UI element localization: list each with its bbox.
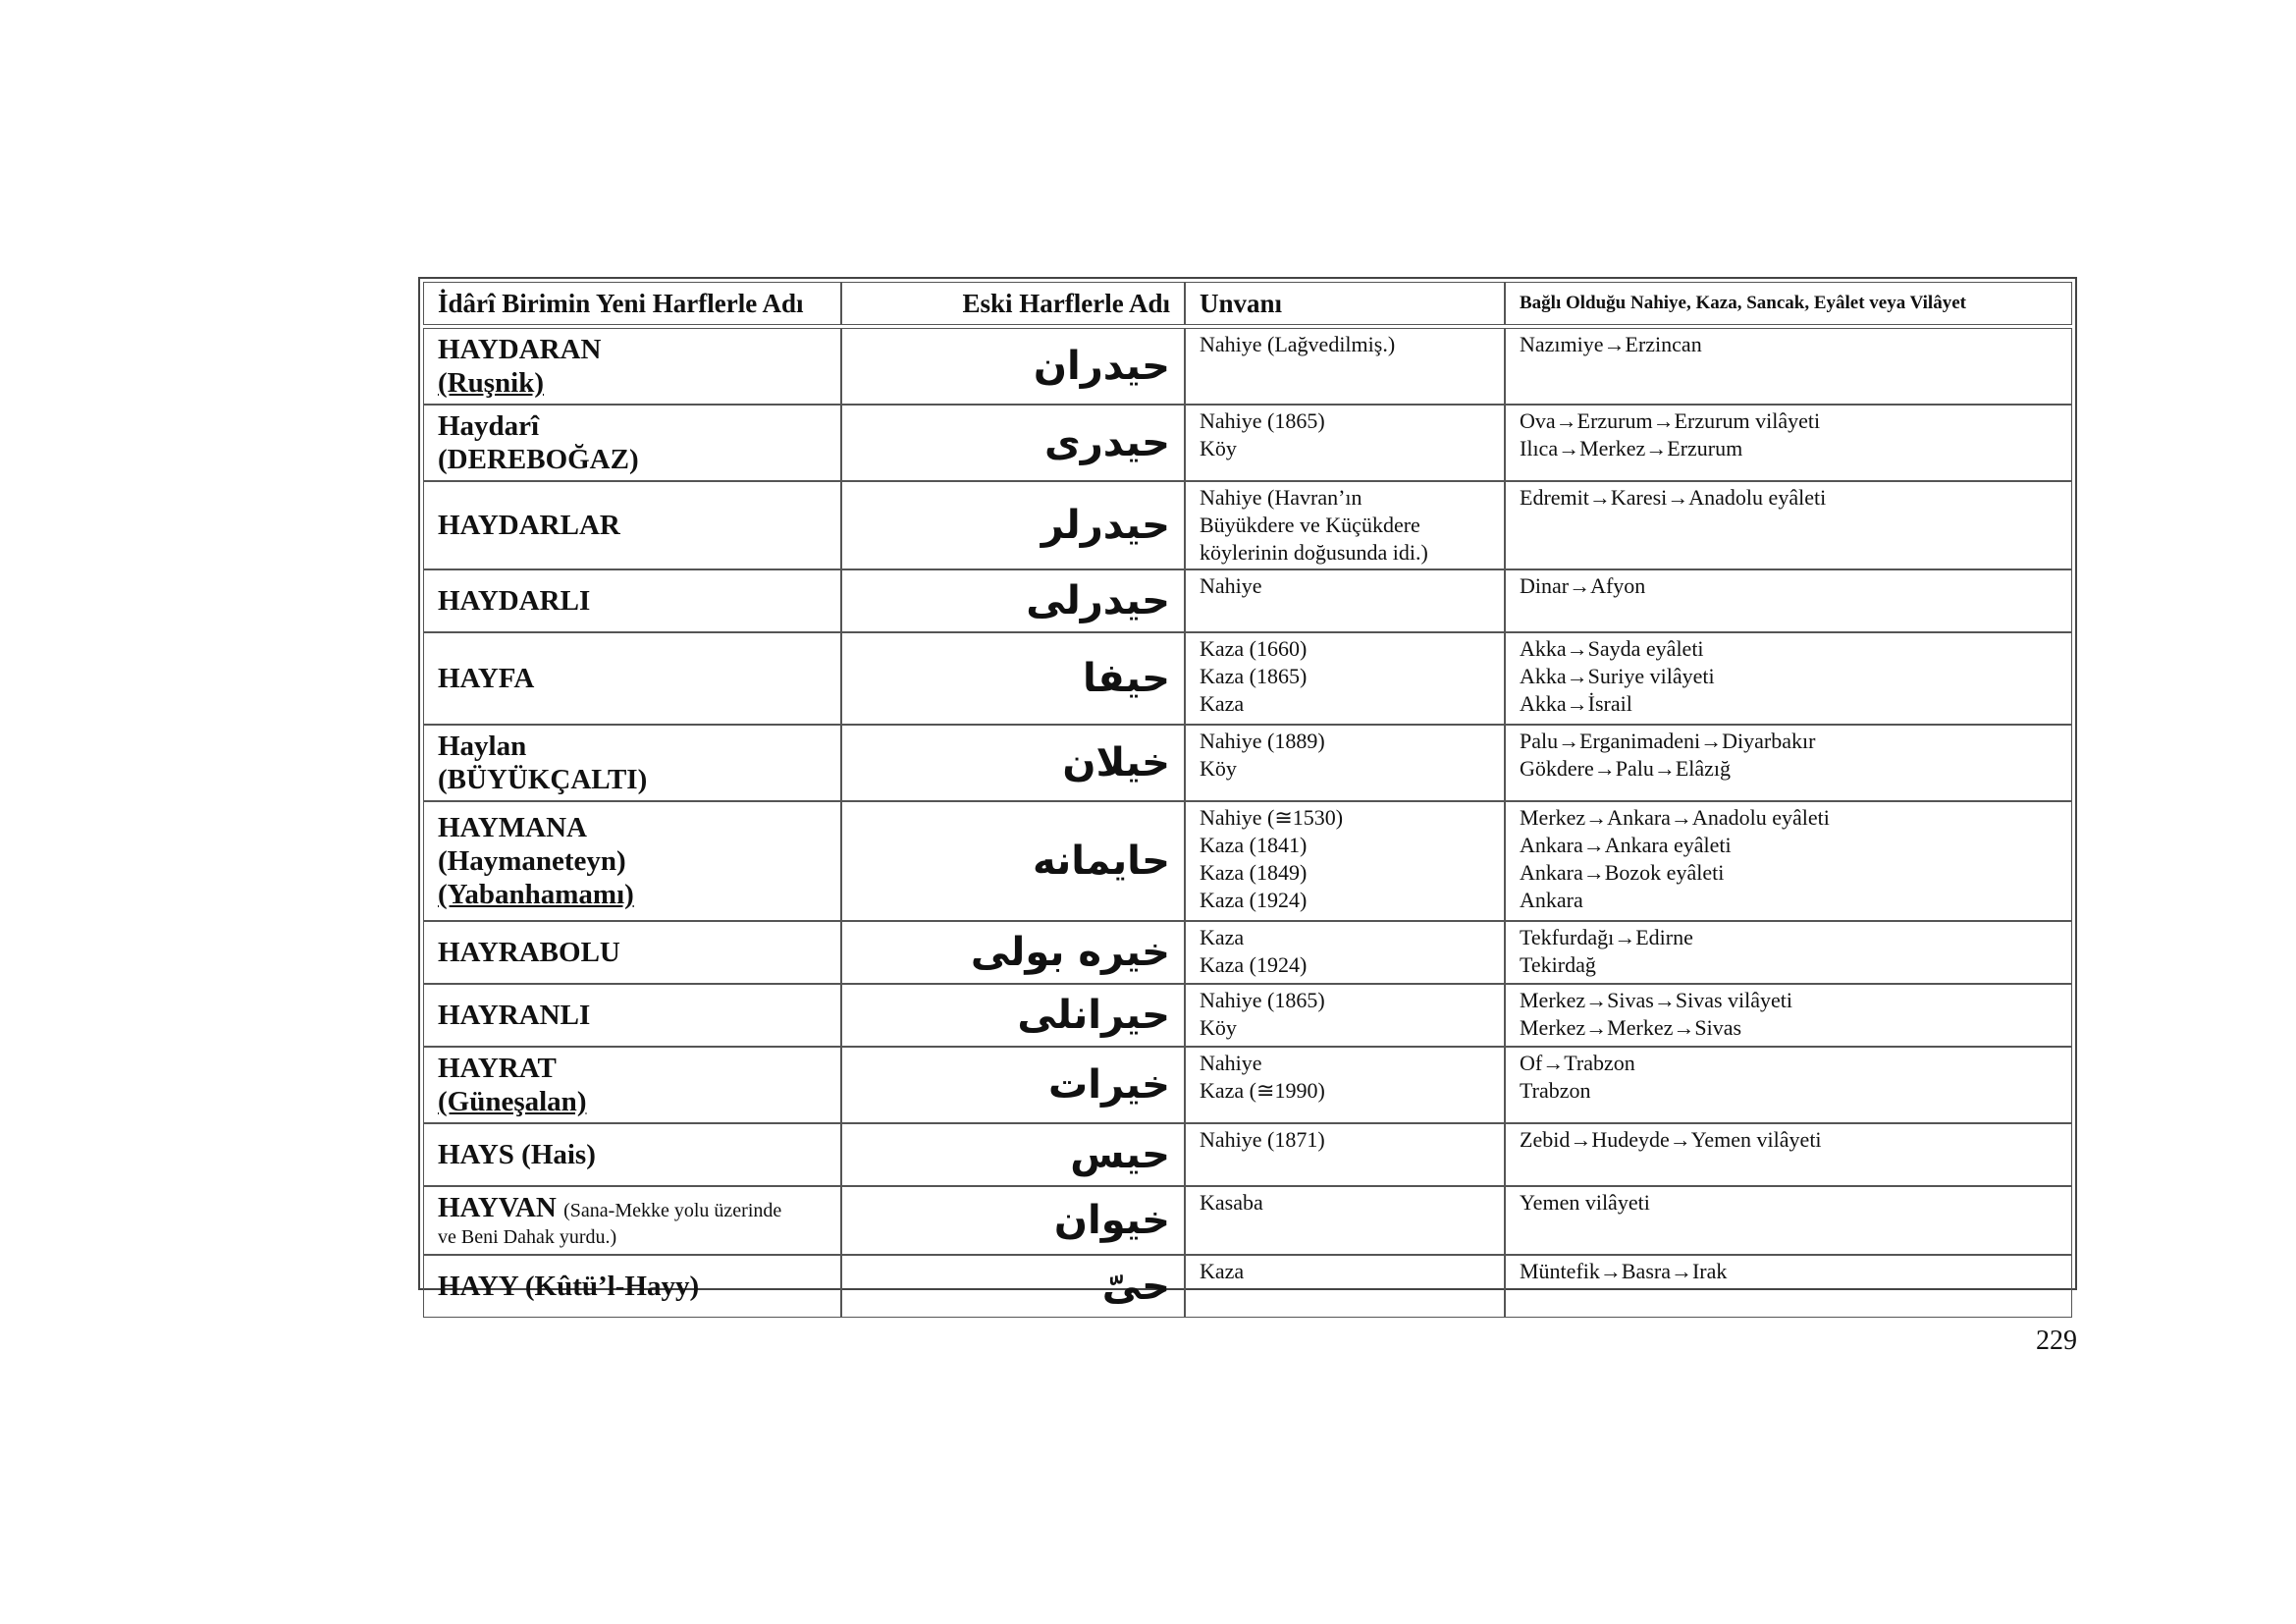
parent-unit-cell: Zebid→Hudeyde→Yemen vilâyeti <box>1505 1123 2072 1186</box>
arabic-name: خيلان <box>841 725 1185 801</box>
arabic-name: حيدران <box>841 328 1185 405</box>
table-row <box>423 984 2072 1047</box>
arabic-name: خيره بولى <box>841 921 1185 984</box>
table-row <box>423 1255 2072 1318</box>
unit-name-cell: HAYVAN (Sana-Mekke yolu üzerinde ve Beni Dahak yurdu.) <box>423 1186 841 1255</box>
unit-name-cell: HAYRABOLU <box>423 921 841 984</box>
unit-name-cell: HAYDARLI <box>423 569 841 632</box>
unit-name-cell: HAYRAT (Güneşalan) <box>423 1047 841 1123</box>
table-row <box>423 405 2072 481</box>
parent-unit-cell: Nazımiye→Erzincan <box>1505 328 2072 405</box>
unit-title-cell: Kaza (1660) Kaza (1865) Kaza <box>1185 632 1505 725</box>
header-parent: Bağlı Olduğu Nahiye, Kaza, Sancak, Eyâlet veya Vilâyet <box>1505 282 2072 325</box>
arabic-name: حيرانلى <box>841 984 1185 1047</box>
table-row <box>423 481 2072 569</box>
table-row <box>423 569 2072 632</box>
table-row <box>423 725 2072 801</box>
header-title: Unvanı <box>1185 282 1505 325</box>
unit-title-cell: Nahiye (1889) Köy <box>1185 725 1505 801</box>
parent-unit-cell: Edremit→Karesi→Anadolu eyâleti <box>1505 481 2072 569</box>
unit-name-cell: Haydarî (DEREBOĞAZ) <box>423 405 841 481</box>
header-new-name: İdârî Birimin Yeni Harflerle Adı <box>423 282 841 325</box>
arabic-name: خيرات <box>841 1047 1185 1123</box>
header-old-name: Eski Harflerle Adı <box>841 282 1185 325</box>
unit-name-cell: HAYS (Hais) <box>423 1123 841 1186</box>
unit-name-cell: HAYY (Kûtü’l-Hayy) <box>423 1255 841 1318</box>
parent-unit-cell: Dinar→Afyon <box>1505 569 2072 632</box>
admin-units-table <box>423 282 2072 1318</box>
table-row <box>423 1047 2072 1123</box>
unit-title-cell: Nahiye (≅1530) Kaza (1841) Kaza (1849) Kaza (1924) <box>1185 801 1505 921</box>
arabic-name: حايمانه <box>841 801 1185 921</box>
table-row <box>423 328 2072 405</box>
arabic-name: حىّ <box>841 1255 1185 1318</box>
arabic-name: حيدرلى <box>841 569 1185 632</box>
unit-title-cell: Kasaba <box>1185 1186 1505 1255</box>
unit-name-cell: HAYDARLAR <box>423 481 841 569</box>
table-row <box>423 632 2072 725</box>
page-number: 229 <box>2036 1326 2077 1356</box>
parent-unit-cell: Merkez→Ankara→Anadolu eyâleti Ankara→Ankara eyâleti Ankara→Bozok eyâleti Ankara <box>1505 801 2072 921</box>
arabic-name: حيفا <box>841 632 1185 725</box>
table-row <box>423 1186 2072 1255</box>
table-header-row <box>423 282 2072 325</box>
parent-unit-cell: Yemen vilâyeti <box>1505 1186 2072 1255</box>
unit-title-cell: Kaza Kaza (1924) <box>1185 921 1505 984</box>
unit-title-cell: Nahiye (Lağvedilmiş.) <box>1185 328 1505 405</box>
parent-unit-cell: Ova→Erzurum→Erzurum vilâyeti Ilıca→Merkez→Erzurum <box>1505 405 2072 481</box>
unit-title-cell: Nahiye (Havran’ın Büyükdere ve Küçükdere köylerinin doğusunda idi.) <box>1185 481 1505 569</box>
parent-unit-cell: Tekfurdağı→Edirne Tekirdağ <box>1505 921 2072 984</box>
unit-title-cell: Kaza <box>1185 1255 1505 1318</box>
unit-title-cell: Nahiye (1865) Köy <box>1185 405 1505 481</box>
parent-unit-cell: Palu→Erganimadeni→Diyarbakır Gökdere→Palu→Elâzığ <box>1505 725 2072 801</box>
parent-unit-cell: Merkez→Sivas→Sivas vilâyeti Merkez→Merkez→Sivas <box>1505 984 2072 1047</box>
unit-title-cell: Nahiye (1865) Köy <box>1185 984 1505 1047</box>
arabic-name: حيدرلر <box>841 481 1185 569</box>
table-row <box>423 801 2072 921</box>
parent-unit-cell: Of→Trabzon Trabzon <box>1505 1047 2072 1123</box>
unit-title-cell: Nahiye Kaza (≅1990) <box>1185 1047 1505 1123</box>
unit-title-cell: Nahiye <box>1185 569 1505 632</box>
unit-name-cell: HAYRANLI <box>423 984 841 1047</box>
table-row <box>423 921 2072 984</box>
unit-name-cell: HAYMANA (Haymaneteyn) (Yabanhamamı) <box>423 801 841 921</box>
unit-name-cell: Haylan (BÜYÜKÇALTI) <box>423 725 841 801</box>
arabic-name: حيس <box>841 1123 1185 1186</box>
parent-unit-cell: Akka→Sayda eyâleti Akka→Suriye vilâyeti Akka→İsrail <box>1505 632 2072 725</box>
arabic-name: حيدرى <box>841 405 1185 481</box>
parent-unit-cell: Müntefik→Basra→Irak <box>1505 1255 2072 1318</box>
unit-title-cell: Nahiye (1871) <box>1185 1123 1505 1186</box>
unit-name-cell: HAYDARAN (Ruşnik) <box>423 328 841 405</box>
unit-name-cell: HAYFA <box>423 632 841 725</box>
arabic-name: خيوان <box>841 1186 1185 1255</box>
admin-units-table-frame <box>418 277 2077 1309</box>
table-row <box>423 1123 2072 1186</box>
